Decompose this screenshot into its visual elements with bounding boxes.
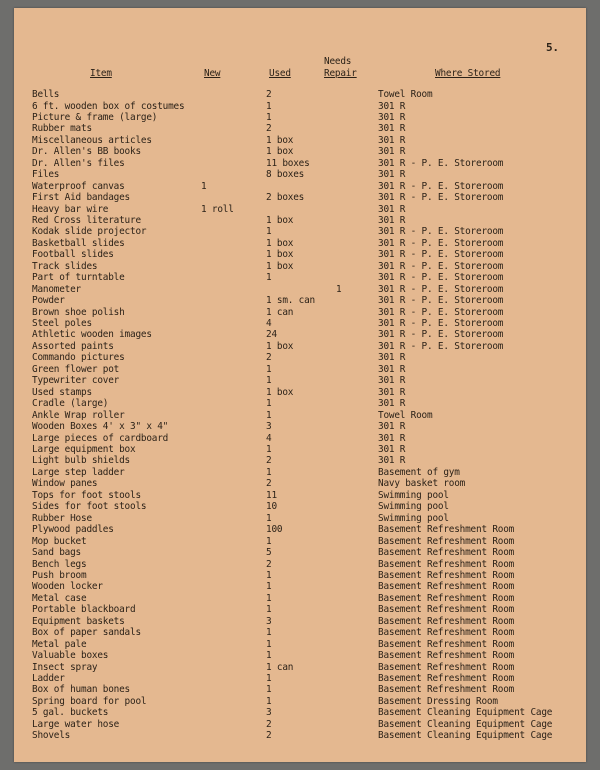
used-cell: 1 box	[266, 249, 294, 261]
where-stored-cell: Basement Refreshment Room	[378, 638, 515, 650]
item-cell: Picture & frame (large)	[32, 111, 158, 123]
item-cell: Steel poles	[32, 318, 92, 329]
item-cell: Typewriter cover	[32, 375, 120, 387]
used-cell: 4	[266, 432, 272, 444]
item-cell: Miscellaneous articles	[32, 134, 152, 146]
where-stored-cell: Basement Refreshment Room	[378, 650, 515, 661]
used-cell: 1	[266, 604, 272, 616]
where-stored-cell: Basement Refreshment Room	[378, 592, 515, 604]
item-cell: Red Cross literature	[32, 214, 141, 226]
item-cell: Used stamps	[32, 386, 92, 398]
where-stored-cell: 301 R - P. E. Storeroom	[378, 295, 504, 307]
needs-repair-cell: 1	[336, 283, 342, 295]
where-stored-cell: 301 R	[378, 100, 406, 112]
item-cell: Bench legs	[32, 558, 87, 570]
where-stored-cell: Towel Room	[378, 89, 433, 100]
used-cell: 4	[266, 318, 272, 329]
used-cell: 2	[266, 730, 272, 742]
item-cell: Box of paper sandals	[32, 627, 141, 639]
item-cell: Metal pale	[32, 638, 87, 650]
item-cell: Equipment baskets	[32, 615, 125, 627]
item-cell: Assorted paints	[32, 340, 114, 352]
item-cell: Window panes	[32, 478, 98, 490]
item-cell: Brown shoe polish	[32, 306, 125, 318]
used-cell: 100	[266, 524, 283, 536]
item-cell: Rubber Hose	[32, 512, 92, 524]
used-cell: 1 can	[266, 306, 294, 318]
used-cell: 1	[266, 512, 272, 524]
item-cell: Metal case	[32, 592, 87, 604]
item-cell: Kodak slide projector	[32, 226, 147, 238]
where-stored-cell: 301 R	[378, 134, 406, 146]
used-cell: 1	[266, 111, 272, 123]
new-cell: 1	[201, 180, 207, 192]
header-where-stored: Where Stored	[435, 68, 501, 79]
used-cell: 1 box	[266, 340, 294, 352]
where-stored-cell: Basement Refreshment Room	[378, 684, 515, 696]
where-stored-cell: 301 R	[378, 203, 406, 215]
where-stored-cell: Basement Refreshment Room	[378, 547, 515, 558]
item-cell: 5 gal. buckets	[32, 707, 109, 719]
used-cell: 1	[266, 535, 272, 547]
item-cell: Wooden locker	[32, 581, 103, 593]
used-cell: 1	[266, 650, 272, 661]
item-cell: Waterproof canvas	[32, 180, 125, 192]
used-cell: 1	[266, 581, 272, 593]
where-stored-cell: Towel Room	[378, 409, 433, 421]
where-stored-cell: Swimming pool	[378, 501, 449, 513]
item-cell: Commando pictures	[32, 352, 125, 364]
item-cell: Heavy bar wire	[32, 203, 109, 215]
used-cell: 2	[266, 455, 272, 467]
new-cell: 1 roll	[201, 203, 234, 215]
where-stored-cell: 301 R	[378, 123, 406, 135]
where-stored-cell: 301 R - P. E. Storeroom	[378, 249, 504, 261]
where-stored-cell: 301 R	[378, 455, 406, 467]
where-stored-cell: 301 R	[378, 432, 406, 444]
where-stored-cell: 301 R - P. E. Storeroom	[378, 180, 504, 192]
item-cell: Spring board for pool	[32, 695, 147, 707]
used-cell: 2	[266, 89, 272, 100]
item-cell: Light bulb shields	[32, 455, 130, 467]
item-cell: Rubber mats	[32, 123, 92, 135]
header-needs-repair-line2: Repair	[324, 68, 357, 79]
used-cell: 11	[266, 489, 277, 501]
document-page	[14, 8, 586, 762]
item-cell: Box of human bones	[32, 684, 130, 696]
item-cell: Portable blackboard	[32, 604, 136, 616]
used-cell: 3	[266, 707, 272, 719]
item-cell: Dr. Allen's BB books	[32, 146, 141, 158]
where-stored-cell: Basement Refreshment Room	[378, 661, 515, 673]
used-cell: 1	[266, 638, 272, 650]
item-cell: 6 ft. wooden box of costumes	[32, 100, 185, 112]
where-stored-cell: Swimming pool	[378, 489, 449, 501]
where-stored-cell: Basement Refreshment Room	[378, 569, 515, 581]
used-cell: 11 boxes	[266, 157, 310, 169]
where-stored-cell: 301 R - P. E. Storeroom	[378, 318, 504, 329]
used-cell: 2	[266, 558, 272, 570]
header-item: Item	[90, 68, 112, 79]
used-cell: 1 box	[266, 260, 294, 272]
item-cell: Sides for foot stools	[32, 501, 147, 513]
used-cell: 3	[266, 421, 272, 432]
used-cell: 1	[266, 226, 272, 238]
used-cell: 1	[266, 569, 272, 581]
where-stored-cell: 301 R	[378, 146, 406, 158]
where-stored-cell: 301 R	[378, 169, 406, 181]
item-cell: Large equipment box	[32, 443, 136, 455]
where-stored-cell: 301 R	[378, 421, 406, 432]
where-stored-cell: Basement of gym	[378, 466, 460, 478]
used-cell: 1	[266, 592, 272, 604]
item-cell: Athletic wooden images	[32, 329, 152, 341]
item-cell: Insect spray	[32, 661, 98, 673]
where-stored-cell: Basement Refreshment Room	[378, 672, 515, 684]
item-cell: Wooden Boxes 4' x 3" x 4"	[32, 421, 169, 432]
where-stored-cell: Basement Refreshment Room	[378, 558, 515, 570]
item-cell: Push broom	[32, 569, 87, 581]
where-stored-cell: 301 R	[378, 443, 406, 455]
item-cell: Shovels	[32, 730, 71, 742]
where-stored-cell: 301 R - P. E. Storeroom	[378, 340, 504, 352]
item-cell: Ankle Wrap roller	[32, 409, 125, 421]
used-cell: 2	[266, 352, 272, 364]
item-cell: Large step ladder	[32, 466, 125, 478]
item-cell: Powder	[32, 295, 65, 307]
where-stored-cell: 301 R - P. E. Storeroom	[378, 329, 504, 341]
where-stored-cell: 301 R	[378, 214, 406, 226]
where-stored-cell: Basement Refreshment Room	[378, 627, 515, 639]
where-stored-cell: Basement Refreshment Room	[378, 535, 515, 547]
where-stored-cell: 301 R - P. E. Storeroom	[378, 283, 504, 295]
where-stored-cell: Basement Dressing Room	[378, 695, 498, 707]
used-cell: 1 box	[266, 214, 294, 226]
used-cell: 8 boxes	[266, 169, 305, 181]
item-cell: Football slides	[32, 249, 114, 261]
where-stored-cell: 301 R	[378, 111, 406, 123]
used-cell: 1 box	[266, 237, 294, 249]
where-stored-cell: 301 R - P. E. Storeroom	[378, 260, 504, 272]
item-cell: Tops for foot stools	[32, 489, 141, 501]
used-cell: 1	[266, 672, 272, 684]
where-stored-cell: 301 R - P. E. Storeroom	[378, 192, 504, 204]
used-cell: 1	[266, 627, 272, 639]
item-cell: Ladder	[32, 672, 65, 684]
item-cell: Cradle (large)	[32, 398, 109, 410]
where-stored-cell: Basement Cleaning Equipment Cage	[378, 718, 553, 730]
where-stored-cell: 301 R - P. E. Storeroom	[378, 306, 504, 318]
where-stored-cell: 301 R	[378, 386, 406, 398]
used-cell: 1 box	[266, 146, 294, 158]
used-cell: 2	[266, 123, 272, 135]
item-cell: Track slides	[32, 260, 98, 272]
where-stored-cell: 301 R	[378, 398, 406, 410]
used-cell: 1	[266, 375, 272, 387]
used-cell: 1	[266, 695, 272, 707]
page-number: 5.	[546, 41, 559, 54]
used-cell: 2	[266, 478, 272, 490]
item-cell: Bells	[32, 89, 60, 100]
where-stored-cell: Basement Refreshment Room	[378, 604, 515, 616]
item-cell: Part of turntable	[32, 272, 125, 284]
used-cell: 10	[266, 501, 277, 513]
used-cell: 1	[266, 398, 272, 410]
item-cell: Large pieces of cardboard	[32, 432, 169, 444]
used-cell: 1 can	[266, 661, 294, 673]
where-stored-cell: Basement Cleaning Equipment Cage	[378, 707, 553, 719]
where-stored-cell: Basement Refreshment Room	[378, 524, 515, 536]
header-used: Used	[269, 68, 291, 79]
where-stored-cell: Basement Refreshment Room	[378, 581, 515, 593]
item-cell: Dr. Allen's files	[32, 157, 125, 169]
where-stored-cell: Navy basket room	[378, 478, 466, 490]
used-cell: 1 box	[266, 134, 294, 146]
used-cell: 3	[266, 615, 272, 627]
where-stored-cell: 301 R - P. E. Storeroom	[378, 226, 504, 238]
used-cell: 5	[266, 547, 272, 558]
used-cell: 1	[266, 684, 272, 696]
used-cell: 1	[266, 100, 272, 112]
where-stored-cell: 301 R - P. E. Storeroom	[378, 157, 504, 169]
item-cell: Large water hose	[32, 718, 120, 730]
where-stored-cell: 301 R	[378, 352, 406, 364]
where-stored-cell: 301 R	[378, 375, 406, 387]
used-cell: 1	[266, 363, 272, 375]
item-cell: Basketball slides	[32, 237, 125, 249]
item-cell: Green flower pot	[32, 363, 120, 375]
item-cell: Sand bags	[32, 547, 81, 558]
item-cell: Valuable boxes	[32, 650, 109, 661]
item-cell: Manometer	[32, 283, 81, 295]
used-cell: 1	[266, 443, 272, 455]
used-cell: 2 boxes	[266, 192, 305, 204]
used-cell: 1	[266, 409, 272, 421]
item-cell: Files	[32, 169, 60, 181]
where-stored-cell: Basement Cleaning Equipment Cage	[378, 730, 553, 742]
used-cell: 1 box	[266, 386, 294, 398]
used-cell: 2	[266, 718, 272, 730]
used-cell: 1	[266, 466, 272, 478]
item-cell: First Aid bandages	[32, 192, 130, 204]
where-stored-cell: Basement Refreshment Room	[378, 615, 515, 627]
where-stored-cell: 301 R - P. E. Storeroom	[378, 272, 504, 284]
used-cell: 24	[266, 329, 277, 341]
used-cell: 1 sm. can	[266, 295, 315, 307]
used-cell: 1	[266, 272, 272, 284]
header-needs-repair-line1: Needs	[324, 56, 352, 67]
where-stored-cell: Swimming pool	[378, 512, 449, 524]
where-stored-cell: 301 R	[378, 363, 406, 375]
header-new: New	[204, 68, 221, 79]
where-stored-cell: 301 R - P. E. Storeroom	[378, 237, 504, 249]
inventory-table	[14, 8, 586, 762]
item-cell: Mop bucket	[32, 535, 87, 547]
item-cell: Plywood paddles	[32, 524, 114, 536]
